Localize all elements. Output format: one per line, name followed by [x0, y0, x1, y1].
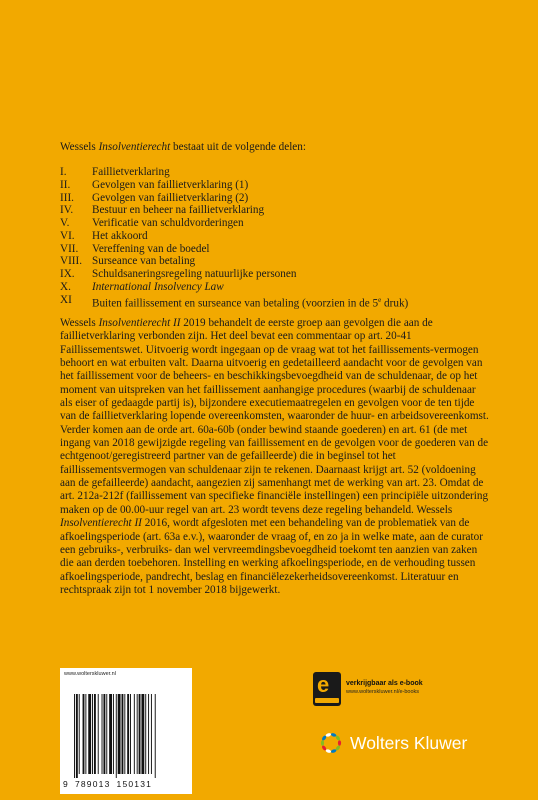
part-label: International Insolvency Law — [92, 280, 224, 293]
intro-text-after: bestaat uit de volgende delen: — [170, 141, 306, 153]
part-label: Gevolgen van faillietverklaring (1) — [92, 178, 249, 191]
part-label: Het akkoord — [92, 229, 148, 242]
list-item — [60, 255, 408, 268]
description — [60, 317, 490, 597]
ebook-logo-bar — [315, 698, 339, 703]
intro-title: Insolventierecht — [98, 141, 171, 153]
list-item — [60, 230, 408, 243]
list-item — [60, 281, 408, 294]
list-item — [60, 192, 408, 205]
part-number: X. — [60, 280, 71, 293]
part-number: V. — [60, 217, 70, 229]
part-label: Surseance van betaling — [92, 255, 196, 268]
barcode-digits-end: 150131 — [116, 779, 153, 789]
list-item — [60, 217, 408, 230]
list-item — [60, 179, 408, 192]
p2-start: Verder komen aan de orde art. 60a-60b (onder bewind staande goederen) en art. 61 (de met ingang van 2018 gewijzigde regeling van faillissement en de gevolgen voor de goederen van de echtgenoot/geregistreerd partner van de gefailleerde) die in beginsel tot het faillissementsvermogen van schuldenaar zijn te rekenen. Daarnaast krijgt art. 52 (voldoening aan de gefailleerde) aandacht, aangezien zij samenhangt met de werking van art. 23. Omdat de art. 212a-212f (faillissement van specifieke financiële instellingen) een principiële uitzondering maken op de 00.00-uur regel van art. 23 wordt tevens deze regeling behandeld. Wessels — [60, 423, 489, 516]
barcode-digit-first: 9 — [63, 779, 69, 789]
part-label: Verificatie van schuldvorderingen — [92, 217, 244, 229]
part-label-sup: e — [378, 295, 382, 304]
part-label-end: druk) — [381, 297, 409, 310]
intro-line — [60, 140, 306, 154]
part-label: Bestuur en beheer na faillietverklaring — [92, 204, 265, 217]
barcode-icon — [72, 694, 182, 778]
part-number: II. — [60, 178, 71, 191]
p1-rest: 2019 behandelt de eerste groep aan gevolgen die aan de faillietverklaring verbonden zijn. Het deel bevat een commentaar op art. 20-41 Faillissementswet. Uitvoerig wordt ingegaan op de vraag wat tot het faillissements-vermogen behoort en wat erbuiten valt. Daarna uitvoerig en gedetailleerd aandacht voor de gevolgen van het faillissement voor de beheers- en beschikkingsbevoegdheid van de schuldenaar, de op het moment van uitspreken van het faillissement aanhangige procedures (waarbij de schuldenaar als eiser of gedaagde partij is), bijzondere executiemaatregelen en gevolgen voor de ten tijde van de faillietverklaring lopende overeenkomsten, waaronder de huur- en arbeidsovereenkomst. — [60, 317, 489, 423]
part-number: XI — [60, 293, 72, 306]
part-number: IV. — [60, 204, 74, 217]
ebook-title: verkrijgbaar als e-book — [346, 680, 423, 687]
list-item — [60, 243, 408, 256]
part-number: III. — [60, 191, 74, 204]
part-label: Schuldsaneringsregeling natuurlijke personen — [92, 268, 297, 280]
ebook-url: www.wolterskluwer.nl/e-books — [346, 689, 420, 695]
part-label — [92, 294, 408, 310]
part-number: IX. — [60, 268, 75, 280]
ebook-logo-icon — [313, 672, 341, 706]
barcode-url: www.wolterskluwer.nl — [64, 671, 116, 677]
barcode-panel — [60, 668, 192, 794]
description-paragraph-2 — [60, 424, 490, 597]
p1-start: Wessels — [60, 317, 99, 329]
list-item — [60, 268, 408, 281]
part-label-start: Buiten faillissement en surseance van betaling (voorzien in de 5 — [92, 297, 379, 310]
description-paragraph-1 — [60, 317, 490, 424]
publisher-name: Wolters Kluwer — [350, 732, 468, 753]
parts-list — [60, 166, 408, 310]
list-item — [60, 166, 408, 179]
part-label: Gevolgen van faillietverklaring (2) — [92, 191, 249, 204]
p2-rest: 2016, wordt afgesloten met een behandeling van de problematiek van de afkoelingsperiode (art. 63a e.v.), waaronder de vraag of, en zo ja in welke mate, aan de curator een gebruiks-, verbruiks- dan wel vervreemdingsbevoegdheid toekomt ten aanzien van zaken die aan derden toebehoren. Instelling en werking afkoelingsperiode, en de verhouding tussen afkoelingsperiode, pandrecht, beslag en financiëlezekerheidsovereenkomst. Literatuur en rechtspraak zijn tot 1 november 2018 bijgewerkt. — [60, 517, 483, 596]
barcode-digits — [63, 779, 152, 789]
p2-title: Insolventierecht II — [60, 517, 142, 530]
part-label: Vereffening van de boedel — [92, 242, 210, 255]
ebook-badge — [313, 672, 423, 706]
part-number: VII. — [60, 242, 79, 255]
ebook-text — [346, 672, 423, 696]
part-number: VI. — [60, 229, 75, 242]
list-item — [60, 204, 408, 217]
p1-title: Insolventierecht II — [98, 317, 181, 329]
wolters-kluwer-logo-icon — [318, 730, 344, 756]
part-number: VIII. — [60, 255, 83, 268]
barcode-digits-mid: 789013 — [74, 779, 111, 789]
publisher-logo — [318, 730, 467, 756]
list-item — [60, 294, 408, 310]
intro-text-before: Wessels — [60, 141, 99, 153]
ebook-logo-letter: e — [317, 672, 330, 697]
part-number: I. — [60, 166, 67, 178]
part-label: Faillietverklaring — [92, 166, 170, 178]
